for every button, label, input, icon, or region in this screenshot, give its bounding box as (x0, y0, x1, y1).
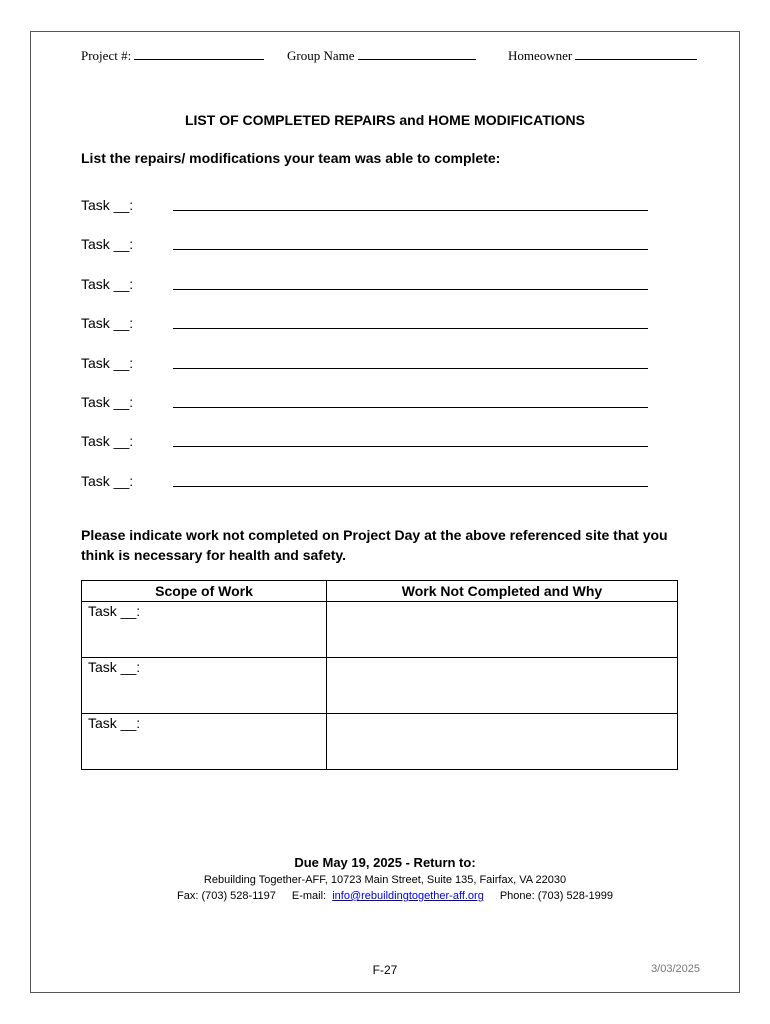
due-date-line: Due May 19, 2025 - Return to: (294, 855, 476, 870)
document-title: LIST OF COMPLETED REPAIRS and HOME MODIFICATIONS (184, 112, 586, 128)
task-label: Task __: (81, 473, 134, 489)
task-entry-line[interactable] (173, 210, 648, 211)
task-label: Task __: (81, 394, 134, 410)
task-label: Task __: (81, 236, 134, 252)
task-entry-line[interactable] (173, 486, 648, 487)
work-not-completed-table (81, 580, 678, 770)
revision-date: 3/03/2025 (651, 963, 700, 975)
table-row (82, 658, 678, 714)
return-address: Rebuilding Together-AFF, 10723 Main Street, Suite 135, Fairfax, VA 22030 (203, 874, 567, 886)
table-row (82, 714, 678, 770)
task-label: Task __: (88, 659, 141, 675)
group-name-blank[interactable] (358, 49, 476, 60)
scope-of-work-header: Scope of Work (82, 581, 327, 602)
task-label: Task __: (81, 276, 134, 292)
task-label: Task __: (81, 197, 134, 213)
reason-cell[interactable] (327, 658, 678, 714)
task-label: Task __: (88, 715, 141, 731)
page-border (30, 31, 740, 993)
project-number-field (81, 48, 264, 64)
form-code: F-27 (372, 963, 398, 977)
scope-cell[interactable] (82, 714, 327, 770)
project-number-blank[interactable] (134, 49, 264, 60)
task-entry-line[interactable] (173, 328, 648, 329)
reason-cell[interactable] (327, 714, 678, 770)
homeowner-label: Homeowner (508, 48, 573, 63)
phone-number: Phone: (703) 528-1999 (499, 890, 613, 902)
homeowner-blank[interactable] (575, 49, 697, 60)
task-entry-line[interactable] (173, 289, 648, 290)
task-label: Task __: (81, 355, 134, 371)
table-row (82, 602, 678, 658)
scope-cell[interactable] (82, 658, 327, 714)
task-entry-line[interactable] (173, 446, 648, 447)
email-link[interactable]: info@rebuildingtogether-aff.org (332, 890, 484, 902)
task-label: Task __: (81, 433, 134, 449)
contact-line (0, 890, 770, 902)
task-entry-line[interactable] (173, 249, 648, 250)
group-name-label: Group Name (287, 48, 355, 63)
task-entry-line[interactable] (173, 368, 648, 369)
project-number-label: Project #: (81, 48, 132, 63)
fax-number: Fax: (703) 528-1197 (177, 890, 276, 902)
health-safety-note: Please indicate work not completed on Project Day at the above referenced site that you think is necessary for health and safety. (81, 527, 668, 563)
group-name-field (287, 48, 476, 64)
task-entry-line[interactable] (173, 407, 648, 408)
email-label: E-mail: (291, 890, 327, 902)
scope-cell[interactable] (82, 602, 327, 658)
reason-cell[interactable] (327, 602, 678, 658)
homeowner-field (508, 48, 697, 64)
task-label: Task __: (81, 315, 134, 331)
instructions-text: List the repairs/ modifications your team was able to complete: (81, 150, 501, 166)
task-label: Task __: (88, 603, 141, 619)
table-header-row (82, 581, 678, 602)
work-not-completed-header: Work Not Completed and Why (327, 581, 678, 602)
